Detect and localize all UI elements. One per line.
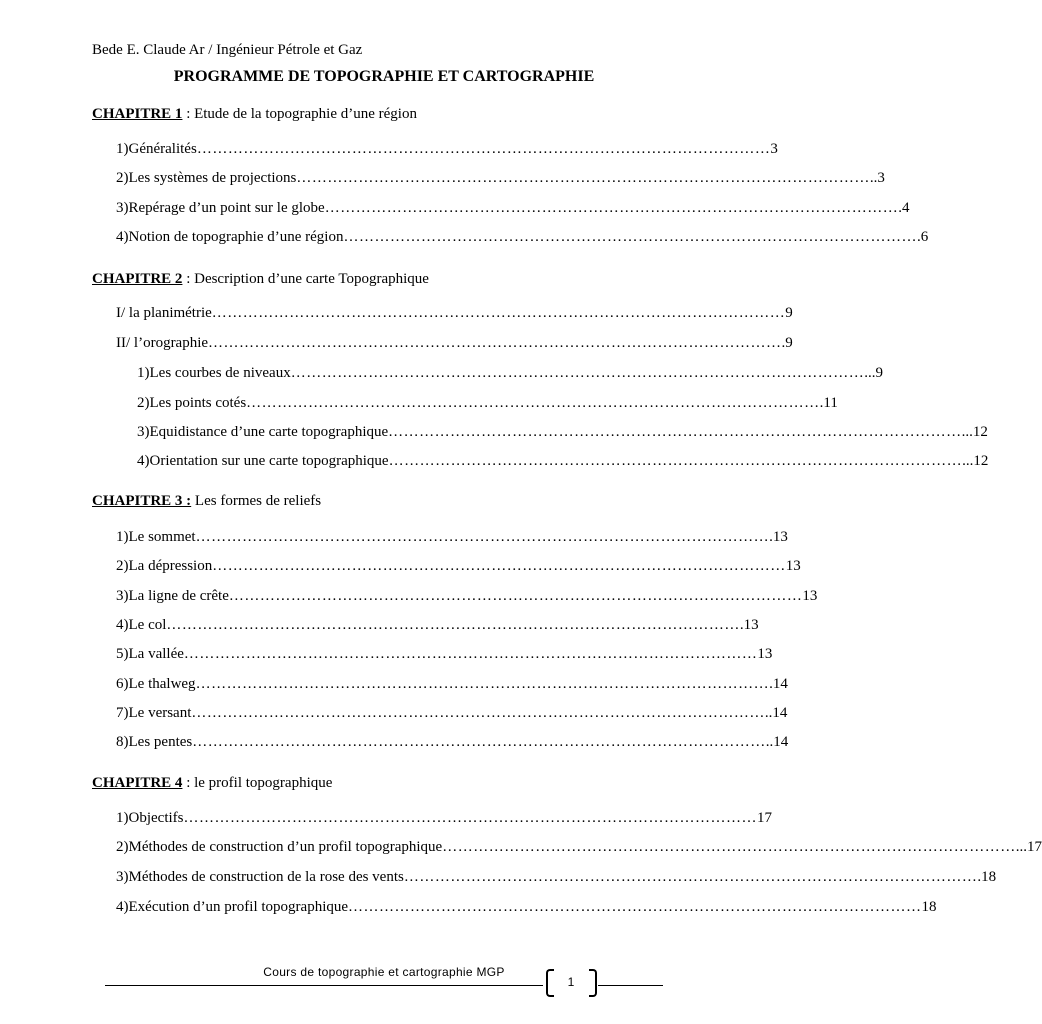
- dot-leader: …………………………………………………………………………………………………: [183, 646, 758, 662]
- entry-page: 3: [770, 141, 778, 157]
- entry-number: 4): [137, 453, 150, 469]
- entry-number: 2): [116, 170, 129, 186]
- document-title: PROGRAMME DE TOPOGRAPHIE ET CARTOGRAPHIE: [173, 68, 595, 85]
- toc-entry: [116, 529, 788, 546]
- entry-number: 2): [137, 395, 150, 411]
- entry-text: Exécution d’un profil topographique: [128, 899, 349, 915]
- entry-text: Les courbes de niveaux: [149, 365, 291, 381]
- chapter-1-heading: [92, 106, 417, 123]
- dot-leader: …………………………………………………………………………………………………: [348, 899, 922, 915]
- entry-number: 1): [116, 529, 129, 545]
- dot-leader: …………………………………………………………………………………………………: [191, 705, 765, 721]
- toc-entry: [116, 335, 793, 352]
- entry-text: Orientation sur une carte topographique: [149, 453, 389, 469]
- entry-page: 17: [756, 810, 772, 826]
- entry-page: 13: [757, 646, 773, 662]
- entry-text: Les pentes: [128, 734, 193, 750]
- toc-entry: [116, 676, 788, 693]
- toc-entry: [116, 305, 793, 322]
- entry-text: II/ l’orographie: [116, 335, 209, 351]
- dot-leader: …………………………………………………………………………………………………: [195, 529, 770, 545]
- entry-number: 4): [116, 229, 129, 245]
- entry-page: .6: [916, 229, 929, 245]
- toc-entry: [116, 705, 788, 722]
- entry-number: 7): [116, 705, 129, 721]
- entry-page: ...9: [864, 365, 883, 381]
- entry-text: Les points cotés: [149, 395, 247, 411]
- page-bracket-left: [546, 969, 554, 997]
- chapter-3-heading: [92, 493, 321, 510]
- dot-leader: …………………………………………………………………………………………………: [343, 229, 917, 245]
- entry-number: 1): [116, 141, 129, 157]
- toc-entry: [116, 810, 772, 827]
- entry-text: Notion de topographie d’une région: [128, 229, 344, 245]
- entry-number: 2): [116, 558, 129, 574]
- entry-number: 3): [116, 588, 129, 604]
- entry-page: .11: [819, 395, 838, 411]
- entry-text: La vallée: [128, 646, 184, 662]
- entry-page: .13: [769, 529, 788, 545]
- chapter-label: CHAPITRE 1: [92, 106, 183, 122]
- entry-page: 13: [785, 558, 801, 574]
- toc-entry: [137, 424, 988, 441]
- entry-number: 1): [137, 365, 150, 381]
- entry-text: Repérage d’un point sur le globe: [128, 200, 325, 216]
- entry-number: 1): [116, 810, 129, 826]
- entry-text: Le thalweg: [128, 676, 196, 692]
- dot-leader: …………………………………………………………………………………………………: [183, 810, 757, 826]
- toc-entry: [116, 646, 773, 663]
- chapter-title: : Description d’une carte Topographique: [182, 271, 429, 287]
- entry-page: ..14: [764, 705, 788, 721]
- page-bracket-right: [589, 969, 597, 997]
- dot-leader: …………………………………………………………………………………………………: [228, 588, 803, 604]
- footer-course-title: Cours de topographie et cartographie MGP: [263, 965, 505, 979]
- entry-page: ...12: [962, 453, 989, 469]
- toc-entry: [116, 170, 885, 187]
- entry-text: Le versant: [128, 705, 192, 721]
- entry-number: 6): [116, 676, 129, 692]
- chapter-title: Les formes de reliefs: [191, 493, 322, 509]
- toc-entry: [116, 899, 937, 916]
- entry-text: La dépression: [128, 558, 213, 574]
- footer-rule-left: [105, 985, 543, 986]
- entry-page: .14: [769, 676, 788, 692]
- toc-entry: [116, 558, 801, 575]
- toc-entry: [116, 869, 997, 886]
- dot-leader: …………………………………………………………………………………………………: [403, 869, 978, 885]
- entry-page: ..3: [869, 170, 885, 186]
- entry-page: ...17: [1015, 839, 1042, 855]
- entry-number: 4): [116, 899, 129, 915]
- chapter-label: CHAPITRE 4: [92, 775, 183, 791]
- chapter-2-heading: [92, 271, 429, 288]
- dot-leader: …………………………………………………………………………………………………: [166, 617, 740, 633]
- toc-entry: [116, 588, 818, 605]
- entry-text: Méthodes de construction de la rose des vents: [128, 869, 404, 885]
- footer-rule-right: [598, 985, 663, 986]
- entry-page: .13: [739, 617, 759, 633]
- chapter-title: : le profil topographique: [182, 775, 333, 791]
- entry-text: Les systèmes de projections: [128, 170, 297, 186]
- page-number: 1: [567, 975, 575, 989]
- entry-text: La ligne de crête: [128, 588, 229, 604]
- dot-leader: …………………………………………………………………………………………………: [192, 734, 766, 750]
- entry-text: I/ la planimétrie: [116, 305, 212, 321]
- entry-text: Equidistance d’une carte topographique: [149, 424, 389, 440]
- dot-leader: …………………………………………………………………………………………………: [388, 424, 962, 440]
- toc-entry: [116, 229, 929, 246]
- toc-entry: [116, 141, 778, 158]
- toc-entry: [116, 839, 1042, 856]
- author-line: Bede E. Claude Ar / Ingénieur Pétrole et Gaz: [92, 42, 363, 58]
- entry-page: .18: [977, 869, 997, 885]
- entry-number: 5): [116, 646, 129, 662]
- dot-leader: …………………………………………………………………………………………………: [208, 335, 782, 351]
- entry-text: Généralités: [128, 141, 197, 157]
- entry-page: .9: [781, 335, 793, 351]
- toc-entry: [137, 453, 989, 470]
- dot-leader: …………………………………………………………………………………………………: [388, 453, 963, 469]
- dot-leader: …………………………………………………………………………………………………: [211, 305, 786, 321]
- toc-entry: [137, 395, 838, 412]
- dot-leader: …………………………………………………………………………………………………: [196, 141, 771, 157]
- entry-number: 3): [116, 869, 129, 885]
- toc-entry: [116, 617, 759, 634]
- entry-page: ...12: [961, 424, 988, 440]
- entry-number: 3): [137, 424, 150, 440]
- dot-leader: …………………………………………………………………………………………………: [442, 839, 1016, 855]
- entry-number: 3): [116, 200, 129, 216]
- entry-page: 18: [921, 899, 937, 915]
- chapter-label: CHAPITRE 3 :: [92, 493, 192, 509]
- dot-leader: …………………………………………………………………………………………………: [324, 200, 899, 216]
- entry-number: 8): [116, 734, 129, 750]
- entry-page: ..14: [765, 734, 789, 750]
- dot-leader: …………………………………………………………………………………………………: [290, 365, 865, 381]
- entry-number: 4): [116, 617, 129, 633]
- entry-page: 13: [802, 588, 818, 604]
- chapter-title: : Etude de la topographie d’une région: [182, 106, 417, 122]
- entry-text: Objectifs: [128, 810, 184, 826]
- entry-page: 9: [785, 305, 793, 321]
- dot-leader: …………………………………………………………………………………………………: [296, 170, 870, 186]
- entry-page: .4: [898, 200, 910, 216]
- dot-leader: …………………………………………………………………………………………………: [195, 676, 770, 692]
- entry-text: Le sommet: [128, 529, 196, 545]
- toc-entry: [116, 200, 910, 217]
- toc-entry: [137, 365, 883, 382]
- entry-number: 2): [116, 839, 129, 855]
- dot-leader: …………………………………………………………………………………………………: [246, 395, 820, 411]
- toc-entry: [116, 734, 789, 751]
- chapter-label: CHAPITRE 2: [92, 271, 183, 287]
- entry-text: Le col: [128, 617, 167, 633]
- dot-leader: …………………………………………………………………………………………………: [212, 558, 786, 574]
- entry-text: Méthodes de construction d’un profil topographique: [128, 839, 443, 855]
- chapter-4-heading: [92, 775, 332, 792]
